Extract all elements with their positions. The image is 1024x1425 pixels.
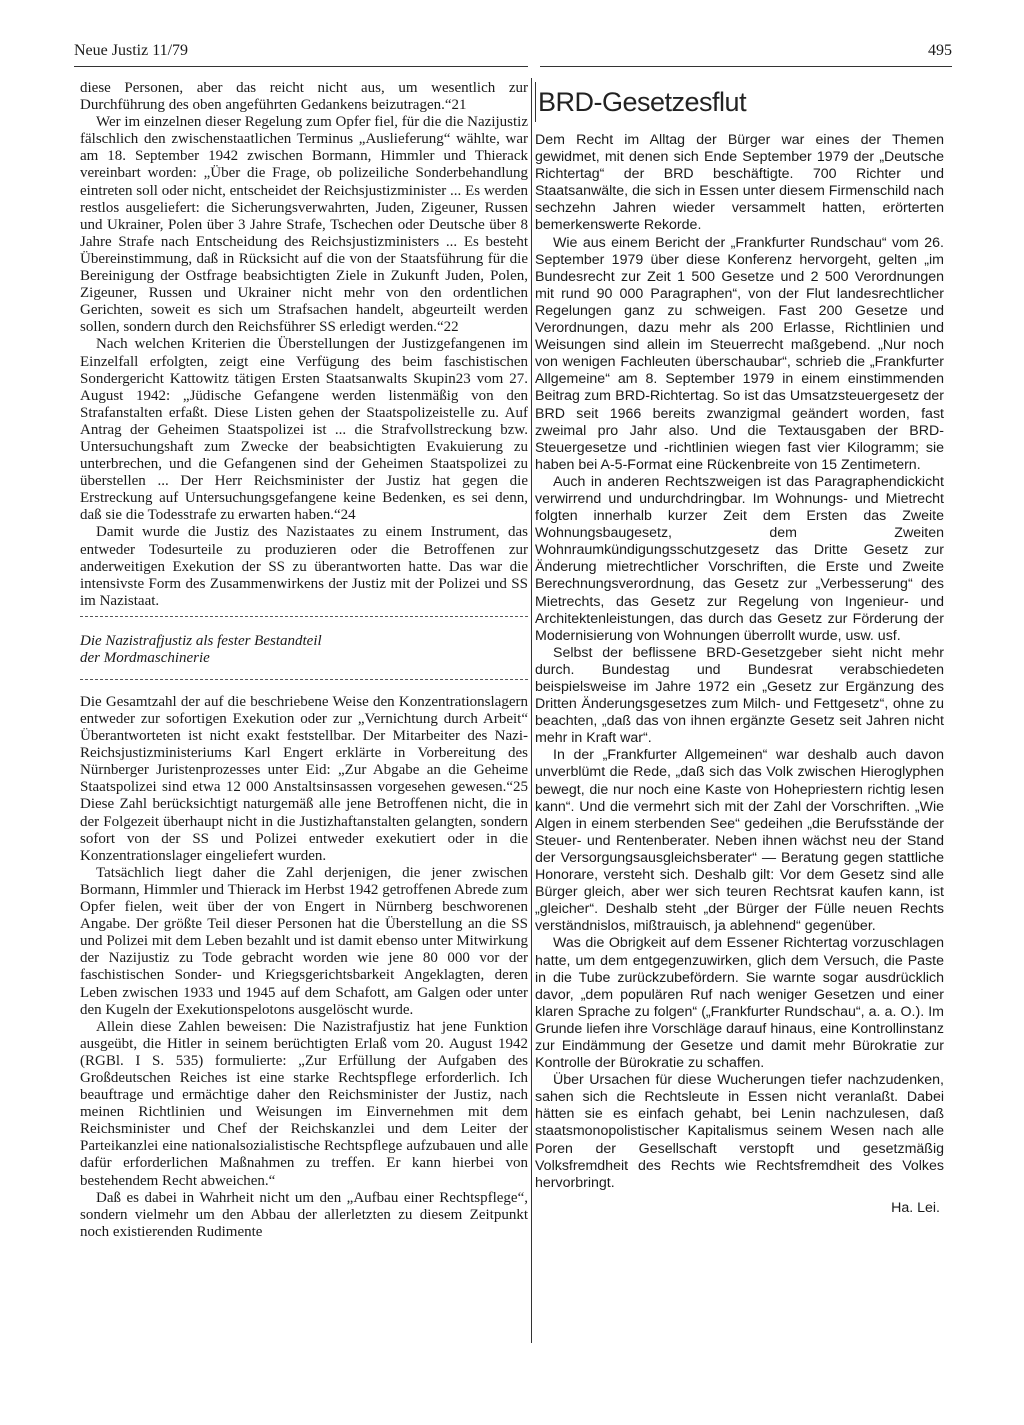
paragraph: Wer im einzelnen dieser Regelung zum Opfer fiel, für die die Nazijustiz fälschlich den zwischenstaatlichen Terminus „Auslieferung“ wählte, war am 18. September 1942 zwischen Bormann, Himmler und Thierack vereinbart worden: „Über die Frage, ob polizeiliche Sonderbehandlung eintreten soll oder nicht, entscheidet der Reichsjustizminister ... Es werden restlos ausgeliefert: die Sicherungsverwahrten, Juden, Zigeuner, Russen und Ukrainer, Polen über 3 Jahre Strafe, Tschechen oder Deutsche über 8 Jahre Strafe nach Entscheidung des Reichsjustizministers ... Es besteht Übereinstimmung, daß in Rücksicht auf die von der Staatsführung für die Bereinigung der Ostfrage beabsichtigten Ziele in Zukunft Juden, Polen, Zigeuner, Russen und Ukrainer nicht mehr von den ordentlichen Gerichten, soweit es sich um Strafsachen handelt, abgeurteilt werden sollen, sondern durch den Reichsführer SS erledigt werden.“22 <box>80 114 528 336</box>
paragraph: Tatsächlich liegt daher die Zahl derjenigen, die jener zwischen Bormann, Himmler und Thierack im Herbst 1942 getroffenen Abrede zum Opfer fielen, weit über der von Engert in Nürnberg beschworenen Angabe. Der größte Teil dieser Personen hat die Überstellung an die SS und Polizei mit dem Leben bezahlt und ist damit ebenso unter Mitwirkung der Nazijustiz zu Tode gebracht worden wie jene 80 000 vor der faschistischen Sonder- und Kriegsgerichtsbarkeit Angeklagten, deren Leben zwischen 1933 und 1945 auf dem Schafott, am Galgen oder unter den Kugeln der Exekutionspelotons ausgelöscht wurde. <box>80 864 528 1018</box>
author-signature: Ha. Lei. <box>891 1199 940 1216</box>
section-heading-line: der Mordmaschinerie <box>80 649 210 666</box>
paragraph: Was die Obrigkeit auf dem Essener Richtertag vorzuschlagen hatte, um dem entgegenzuwirken, glich dem Versuch, die Paste in die Tube zurückzubefördern. Sie warnte sogar ausdrücklich davor, „dem populären Ruf nach weniger Gesetzen und einer klaren Sprache zu folgen“ („Frankfurter Rundschau“, a. a. O.). Im Grunde liefen ihre Vorschläge darauf hinaus, eine Kontrollinstanz zur Eindämmung der Gesetze und damit mehr Bürokratie zur Kontrolle der Bürokratie zu schaffen. <box>535 935 944 1072</box>
paragraph: Wie aus einem Bericht der „Frankfurter Rundschau“ vom 26. September 1979 über diese Konferenz hervorgeht, gelten „im Bundesrecht zur Zeit 1 500 Gesetze und 2 500 Verordnungen mit rund 90 000 Paragraphen“, von der Flut landesrechtlicher Regelungen ganz zu schweigen. Fast 200 Gesetze und Verordnungen, dazu mehr als 200 Erlasse, Richtlinien und Weisungen sind allein im Steuerrecht maßgebend. „Nur noch von wenigen Fachleuten überschaubar“, schrieb die „Frankfurter Allgemeine“ am 8. September 1979 in einem einstimmenden Beitrag zum BRD-Richtertag. So ist das Umsatzsteuergesetz der BRD seit 1966 bereits zwanzigmal geändert worden, fast zweimal pro Jahr also. Und die Textausgaben der BRD-Steuergesetze und -richtlinien wiegen fast vier Kilogramm; sie haben bei A-5-Format eine Rückenbreite von 15 Zentimetern. <box>535 234 944 473</box>
paragraph: Dem Recht im Alltag der Bürger war eines der Themen gewidmet, mit denen sich Ende September 1979 der „Deutsche Richtertag“ der BRD beschäftigte. 700 Richter und Staatsanwälte, die sich in Essen unter diesem Firmenschild nach sechzehn Jahren wieder versammelt hatten, erörterten bemerkenswerte Rekorde. <box>535 132 944 234</box>
left-column <box>80 80 528 1241</box>
paragraph: Die Gesamtzahl der auf die beschriebene Weise den Konzentrationslagern entweder zur sofortigen Exekution oder zur „Vernichtung durch Arbeit“ Überantworteten ist nicht exakt feststellbar. Der Mitarbeiter des Nazi-Reichsjustizministeriums Karl Engert erklärte in Vorbereitung des Nürnberger Juristenprozesses unter Eid: „Zur Abgabe an die Geheime Staatspolizei sind etwa 12 000 Anstaltsinsassen vorgesehen gewesen.“25 Diese Zahl berücksichtigt naturgemäß alle jene Betroffenen nicht, die in der Folgezeit überhaupt nicht in die Justizhaftanstalten gelangten, sondern sofort von der SS und Polizei entweder exekutiert oder in die Konzentrationslager eingeliefert wurden. <box>80 693 528 864</box>
paragraph: Über Ursachen für diese Wucherungen tiefer nachzudenken, sahen sich die Rechtsleute in Essen nicht veranlaßt. Dabei hätten sie es einfach gehabt, bei Lenin nachzulesen, daß staatsmonopolistischer Kapitalismus seinem Wesen nach alle Poren der Gesellschaft verstopft und gesetzmäßig Volksfremdheit des Rechts wie Rechtsfremdheit des Volkes hervorbringt. <box>535 1072 944 1191</box>
paragraph: Damit wurde die Justiz des Nazistaates zu einem Instrument, das entweder Todesurteile zu produzieren oder die Betroffenen zur anderweitigen Exekution der SS zu überantworten hatte. Das war die intensivste Form des Zusammenwirkens der Justiz mit der Polizei und SS im Nazistaat. <box>80 524 528 609</box>
paragraph: Auch in anderen Rechtszweigen ist das Paragraphendickicht verwirrend und undurchdringbar. Im Wohnungs- und Mietrecht folgten innerhalb kurzer Zeit dem Ersten das Zweite Wohnungsbaugesetz, dem Zweiten Wohnraumkündigungsschutzgesetz das Dritte Gesetz zur Änderung mietrechtlicher Vorschriften, die Erste und Zweite Berechnungsverordnung, das Gesetz zur „Verbesserung“ des Mietrechts, das Gesetz zur Regelung von Ingenieur- und Architektenleistungen, das durch das Gesetz zur Förderung der Modernisierung von Wohnungen überrollt wurde, usw. usf. <box>535 473 944 644</box>
journal-issue: Neue Justiz 11/79 <box>74 42 189 59</box>
right-column <box>535 78 944 1217</box>
page-number: 495 <box>928 42 952 59</box>
section-heading <box>80 616 528 680</box>
header-rule-left <box>74 66 528 67</box>
column-divider <box>531 78 532 1343</box>
paragraph: Nach welchen Kriterien die Überstellungen der Justizgefangenen im Einzelfall erfolgten, zeigt eine Verfügung des beim faschistischen Sondergericht Kattowitz tätigen Ersten Staatsanwalts Skupin23 vom 27. August 1942: „Jüdische Gefangene werden listenmäßig von den Strafanstalten erfaßt. Diese Listen gehen der Staatspolizeistelle zu. Auf Antrag der Geheimen Staatspolizei ist ... die Strafvollstreckung bzw. Untersuchungshaft zum Zwecke der beabsichtigten Evakuierung zu unterbrechen, und die Gefangenen sind der Geheimen Staatspolizei zu überstellen ... Der Herr Reichsminister der Justiz hat gegen die Erstreckung auf Untersuchungsgefangene keine Bedenken, es sei denn, daß sie die Todesstrafe zu erwarten haben.“24 <box>80 336 528 524</box>
paragraph: diese Personen, aber das reicht nicht aus, um wesentlich zur Durchführung des oben angeführten Gedankens beizutragen.“21 <box>80 80 528 114</box>
article-title: BRD-Gesetzesflut <box>535 82 944 122</box>
header-rule-right <box>540 66 952 67</box>
section-heading-line: Die Nazistrafjustiz als fester Bestandteil <box>80 632 322 649</box>
paragraph: In der „Frankfurter Allgemeinen“ war deshalb auch davon unverblümt die Rede, „daß sich das Volk zwischen Hieroglyphen bewegt, die nur noch eine Kaste von Hohepriestern richtig lesen kann“. Und die vermehrt sich mit der Zahl der Vorschriften. „Wie Algen in einem sterbenden See“ gedeihen „die Berufsstände der Steuer- und Rentenberater. Neben ihnen wächst neu der Stand der Versorgungsausgleichsberater“ — Beratung gegen stattliche Honorare, versteht sich. Deshalb gilt: Vor dem Gesetz sind alle Bürger gleich, aber wer sich teuren Rechtsrat kaufen kann, ist „gleicher“. Deshalb steht „der Bürger der Fülle neuen Rechts verständnislos, mißtrauisch, ja ablehnend“ gegenüber. <box>535 747 944 935</box>
paragraph: Selbst der beflissene BRD-Gesetzgeber sieht nicht mehr durch. Bundestag und Bundesrat verabschiedeten beispielsweise im Jahre 1972 ein „Gesetz zur Ergänzung des Dritten Änderungsgesetzes zum Milch- und Fettgesetz“, ohne zu beachten, „daß das von ihnen ergänzte Gesetz seit Jahren nicht mehr in Kraft war“. <box>535 644 944 747</box>
paragraph: Daß es dabei in Wahrheit nicht um den „Aufbau einer Rechtspflege“, sondern vielmehr um den Abbau der allerletzten zu diesem Zeitpunkt noch existierenden Rudimente <box>80 1189 528 1240</box>
paragraph: Allein diese Zahlen beweisen: Die Nazistrafjustiz hat jene Funktion ausgeübt, die Hitler in seinem berüchtigten Erlaß vom 20. August 1942 (RGBl. I S. 535) formulierte: „Zur Erfüllung der Aufgaben des Großdeutschen Reiches ist eine starke Rechtspflege erforderlich. Ich beauftrage und ermächtige daher den Reichsminister der Justiz, nach meinen Richtlinien und Weisungen im Einvernehmen mit dem Reichsminister und Chef der Reichskanzlei und dem Leiter der Parteikanzlei eine nationalsozialistische Rechtspflege aufzubauen und alle dafür erforderlichen Maßnahmen zu treffen. Er kann hierbei von bestehendem Recht abweichen.“ <box>80 1018 528 1189</box>
